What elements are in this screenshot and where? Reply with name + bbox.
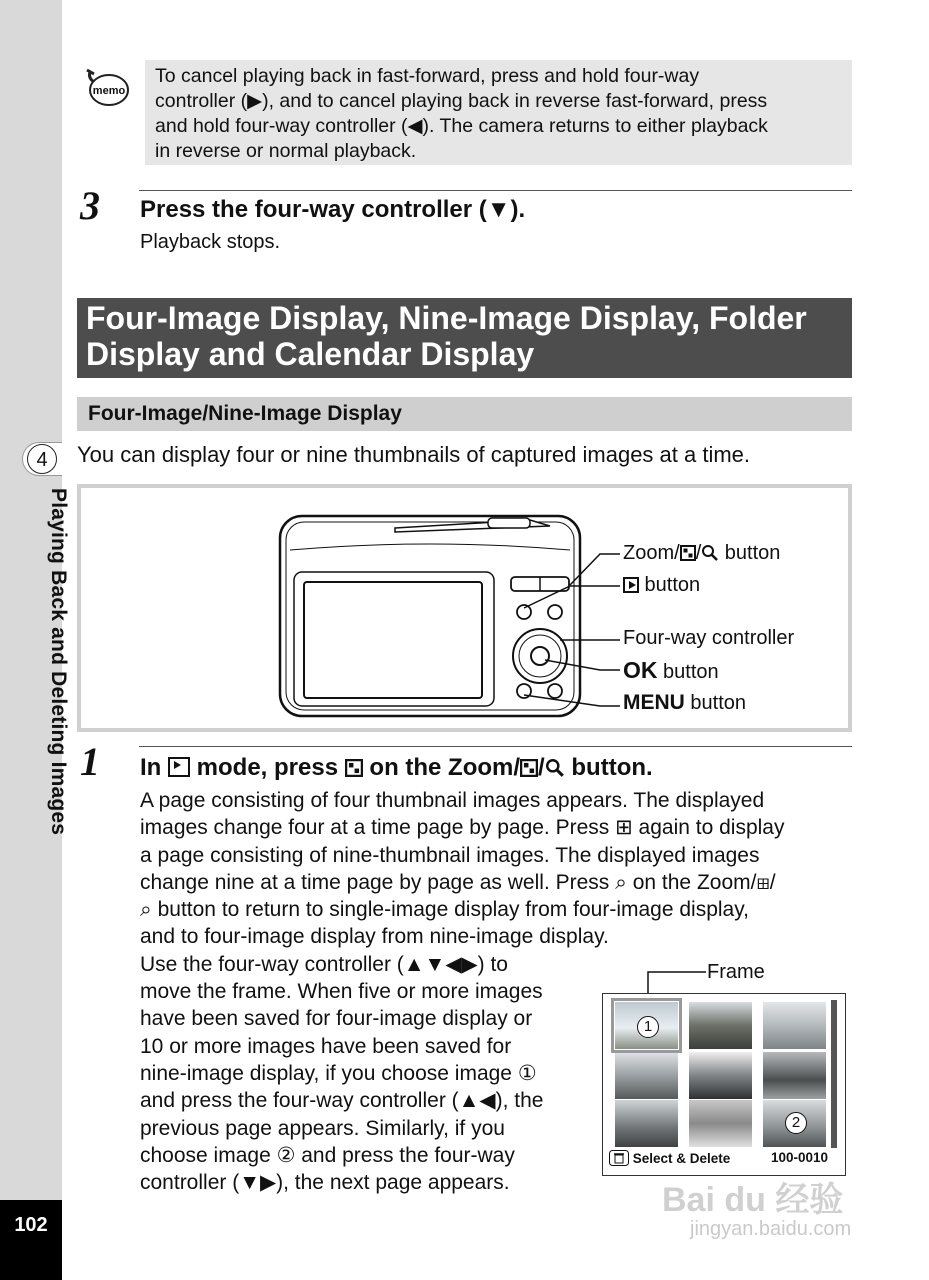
step-divider [139,746,852,747]
paragraph-line: 10 or more images have been saved for [140,1034,512,1058]
memo-icon-label: memo [92,85,126,97]
section-heading [77,298,852,378]
callout-ok-suffix: button [657,661,719,683]
paragraph-line: images change four at a time page by page. Press ⊞ again to display [140,816,785,840]
trash-icon [609,1150,629,1166]
thumbnail-grid-icon [345,759,363,777]
thumbnail-image [763,1002,826,1049]
page-number: 102 [14,1214,48,1236]
paragraph-line: and to four-image display from nine-image display. [140,925,609,949]
step-number: 3 [80,183,100,228]
magnify-icon [701,544,719,562]
lcd-folder-file-number: 100-0010 [771,1150,829,1165]
scroll-bar [831,1000,837,1148]
section-heading-line: Display and Calendar Display [86,336,535,372]
frame-label: Frame [707,961,765,983]
step-number: 1 [80,739,100,784]
image-marker-2: 2 [785,1112,807,1134]
thumbnail-grid-icon [680,545,696,561]
thumbnail-image [615,1052,678,1099]
playback-icon [168,757,190,777]
page-number-box [0,1200,62,1280]
callout-zoom-button: Zoom/ / button [623,542,781,564]
thumbnail-image [689,1052,752,1099]
step-title-part: mode, press [190,754,345,781]
step-body: Playback stops. [140,231,281,253]
subsection-heading: Four-Image/Nine-Image Display [77,397,852,431]
memo-line: To cancel playing back in fast-forward, press and hold four-way [155,65,700,87]
callout-playback-suffix: button [639,574,701,596]
step-title-part: button. [564,754,653,781]
lcd-footer-action: Select & Delete [632,1151,731,1166]
paragraph-line: previous page appears. Similarly, if you [140,1116,505,1140]
magnify-icon [545,758,565,778]
callout-zoom-label: Zoom/ [623,542,680,564]
playback-icon [623,577,639,593]
step-title: In mode, press on the Zoom/ / button. [140,754,653,781]
paragraph-line: and press the four-way controller (▲◀), the [140,1089,544,1113]
section-heading-line: Four-Image Display, Nine-Image Display, Folder [86,300,807,336]
lcd-thumbnail-screen [602,993,846,1176]
chapter-number-tab [22,442,62,476]
memo-line: and hold four-way controller (◀). The camera returns to either playback [155,115,768,137]
paragraph-line: controller (▼▶), the next page appears. [140,1171,510,1195]
callout-playback-button [623,574,700,597]
paragraph-line: move the frame. When five or more images [140,980,543,1004]
watermark-logo: Bai du 经验 [662,1181,844,1219]
paragraph-line: a page consisting of nine-thumbnail images. The displayed images [140,843,760,867]
thumbnail-image [615,1100,678,1147]
intro-text: You can display four or nine thumbnails of captured images at a time. [77,442,751,467]
memo-box [145,60,852,165]
paragraph-line: nine-image display, if you choose image ① [140,1061,537,1085]
callout-four-way-controller: Four-way controller [623,627,795,649]
paragraph-line: have been saved for four-image display or [140,1007,533,1031]
paragraph-line: A page consisting of four thumbnail images appears. The displayed [140,789,765,812]
paragraph-line: ⌕ button to return to single-image display from four-image display, [140,898,749,922]
thumbnail-image [689,1002,752,1049]
chapter-title: Playing Back and Deleting Images [47,488,70,836]
paragraph-line: Use the four-way controller (▲▼◀▶) to [140,952,508,976]
thumbnail-grid-icon [520,759,538,777]
chapter-number: 4 [27,444,57,474]
menu-label: MENU [623,691,685,714]
step-title-part: In [140,754,168,781]
callout-zoom-suffix: button [719,542,781,564]
step-title: Press the four-way controller (▼). [140,196,526,223]
camera-illustration [270,510,620,720]
callout-menu-button [623,691,746,715]
thumbnail-image [763,1052,826,1099]
step-title-part: on the Zoom/ [362,754,521,781]
step-divider [139,190,852,191]
paragraph-line: choose image ② and press the four-way [140,1143,515,1167]
image-marker-1: 1 [637,1016,659,1038]
paragraph-line: change nine at a time page by page as well. Press ⌕ on the Zoom/⊞/ [140,870,776,894]
lcd-footer [609,1150,839,1170]
callout-ok-button [623,657,719,684]
ok-label: OK [623,657,658,683]
memo-line: controller (▶), and to cancel playing back in reverse fast-forward, press [155,90,768,112]
thumbnail-image [689,1100,752,1147]
callout-menu-suffix: button [684,692,747,714]
watermark-url: jingyan.baidu.com [690,1218,852,1240]
memo-icon [84,68,130,110]
memo-line: in reverse or normal playback. [155,140,417,162]
